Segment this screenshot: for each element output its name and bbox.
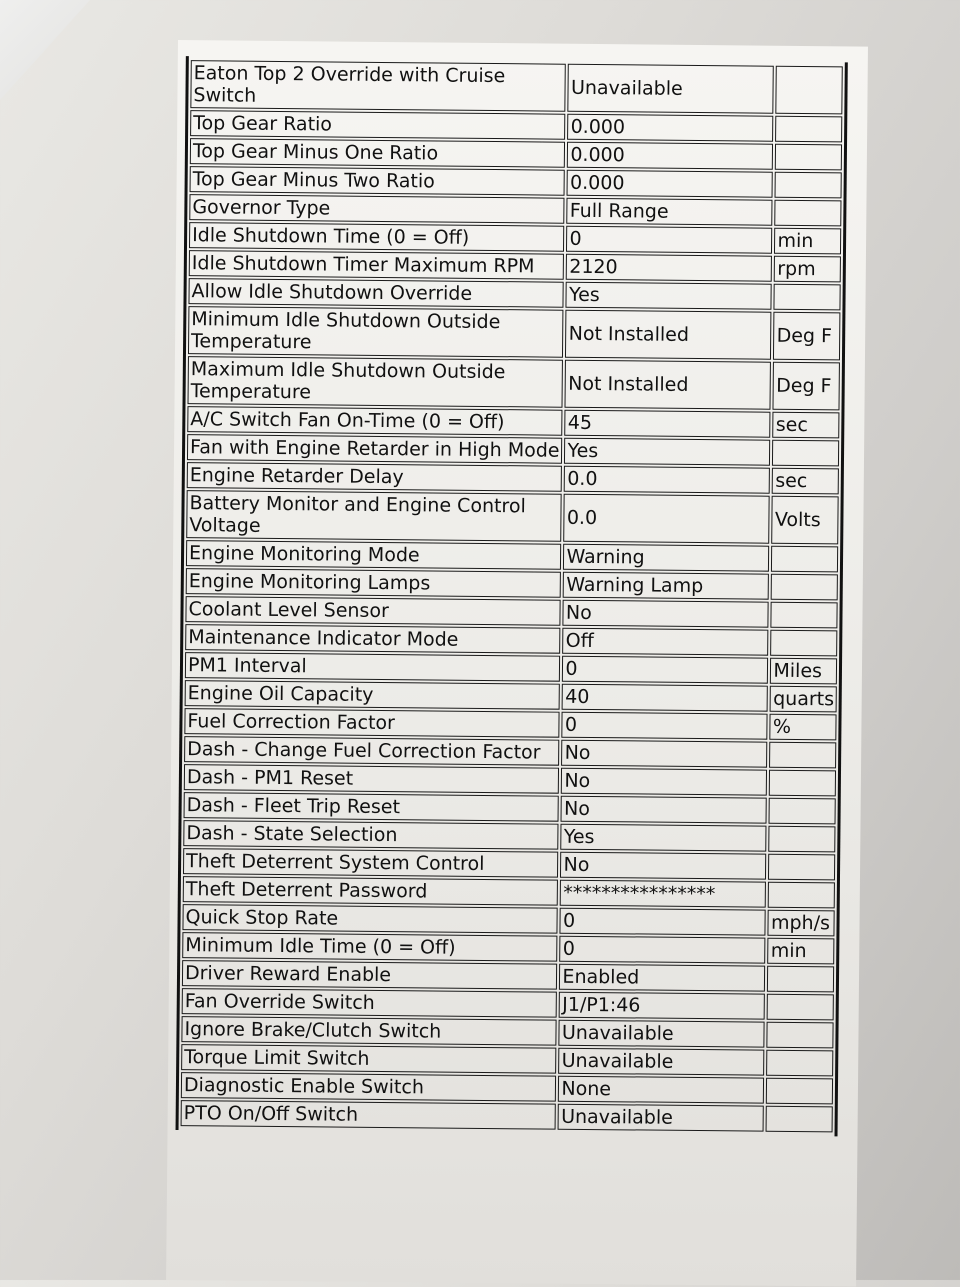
parameter-name: Driver Reward Enable: [182, 960, 558, 990]
parameter-value: 0.000: [567, 142, 773, 170]
table-row: [186, 540, 839, 572]
parameter-unit: min: [774, 228, 841, 255]
parameter-value: None: [558, 1076, 764, 1104]
table-row: [181, 1100, 834, 1132]
parameter-unit: [768, 854, 835, 881]
parameter-value: 0.0: [564, 494, 770, 544]
parameter-table-frame: [176, 56, 849, 1136]
table-row: [187, 406, 840, 438]
parameter-value: 0: [562, 656, 768, 684]
table-row: [184, 736, 837, 768]
parameter-name: Top Gear Minus Two Ratio: [190, 166, 566, 196]
parameter-value: Yes: [564, 438, 770, 466]
parameter-value: No: [561, 796, 767, 824]
parameter-value: No: [563, 600, 769, 628]
parameter-value: No: [560, 852, 766, 880]
parameter-name: Allow Idle Shutdown Override: [188, 278, 564, 308]
table-row: [187, 434, 840, 466]
table-row: [182, 960, 835, 992]
table-row: [183, 876, 836, 908]
parameter-name: Idle Shutdown Timer Maximum RPM: [189, 250, 565, 280]
parameter-unit: [767, 1022, 834, 1049]
parameter-unit: [771, 630, 838, 657]
parameter-name: Eaton Top 2 Override with Cruise Switch: [190, 60, 566, 112]
parameter-unit: [774, 284, 841, 311]
parameter-value: Off: [563, 628, 769, 656]
table-row: [189, 222, 842, 254]
parameter-unit: [775, 144, 842, 171]
parameter-unit: [776, 116, 843, 143]
table-row: [190, 110, 843, 142]
parameter-unit: sec: [772, 468, 839, 495]
parameter-name: Torque Limit Switch: [181, 1044, 557, 1074]
parameter-unit: [769, 826, 836, 853]
parameter-name: Maximum Idle Shutdown Outside Temperature: [188, 356, 564, 408]
table-row: [186, 490, 839, 544]
parameter-name: PM1 Interval: [185, 652, 561, 682]
table-row: [190, 166, 843, 198]
table-row: [190, 60, 843, 114]
parameter-name: Dash - PM1 Reset: [184, 764, 560, 794]
parameter-name: Dash - Fleet Trip Reset: [184, 792, 560, 822]
table-row: [187, 462, 840, 494]
table-row: [182, 932, 835, 964]
parameter-unit: [769, 798, 836, 825]
parameter-value: 45: [565, 410, 771, 438]
parameter-unit: Volts: [772, 496, 839, 545]
printed-page: [166, 40, 868, 1287]
parameter-unit: [775, 200, 842, 227]
parameter-name: Engine Monitoring Mode: [186, 540, 562, 570]
table-row: [184, 792, 837, 824]
parameter-value: Unavailable: [568, 64, 774, 114]
parameter-name: PTO On/Off Switch: [181, 1100, 557, 1130]
parameter-value: Warning: [563, 544, 769, 572]
parameter-unit: Deg F: [773, 362, 840, 411]
parameter-name: Ignore Brake/Clutch Switch: [181, 1016, 557, 1046]
parameter-unit: Deg F: [773, 312, 840, 361]
parameter-value: 0.0: [564, 466, 770, 494]
parameter-value: 0.000: [568, 114, 774, 142]
parameter-value: No: [561, 768, 767, 796]
table-row: [183, 820, 836, 852]
parameter-unit: [769, 770, 836, 797]
parameter-value: 0: [566, 226, 772, 254]
table-row: [184, 708, 837, 740]
parameter-unit: [771, 546, 838, 573]
parameter-unit: sec: [773, 412, 840, 439]
parameter-value: 0: [560, 936, 766, 964]
parameter-value: 40: [562, 684, 768, 712]
parameter-name: Minimum Idle Time (0 = Off): [182, 932, 558, 962]
desk-surface: [0, 0, 90, 100]
parameter-unit: [776, 66, 843, 115]
table-row: [182, 988, 835, 1020]
parameter-name: Dash - State Selection: [183, 820, 559, 850]
parameter-name: Fuel Correction Factor: [184, 708, 560, 738]
parameter-unit: [767, 994, 834, 1021]
parameter-value: J1/P1:46: [559, 992, 765, 1020]
table-row: [184, 764, 837, 796]
parameter-value: Yes: [561, 824, 767, 852]
parameter-unit: mph/s: [768, 910, 835, 937]
table-row: [181, 1016, 834, 1048]
parameter-table-body: [181, 60, 844, 1132]
parameter-name: Governor Type: [189, 194, 565, 224]
parameter-name: Fan Override Switch: [182, 988, 558, 1018]
parameter-unit: [771, 602, 838, 629]
parameter-name: Engine Monitoring Lamps: [186, 568, 562, 598]
parameter-unit: [766, 1106, 833, 1133]
parameter-name: Top Gear Ratio: [190, 110, 566, 140]
parameter-name: Battery Monitor and Engine Control Voltage: [186, 490, 562, 542]
parameter-unit: %: [770, 714, 837, 741]
parameter-unit: [767, 1050, 834, 1077]
parameter-name: Fan with Engine Retarder in High Mode: [187, 434, 563, 464]
parameter-name: Top Gear Minus One Ratio: [190, 138, 566, 168]
parameter-value: Enabled: [559, 964, 765, 992]
table-row: [189, 194, 842, 226]
parameter-value: 0: [562, 712, 768, 740]
parameter-value: 2120: [566, 254, 772, 282]
parameter-name: Theft Deterrent Password: [183, 876, 559, 906]
table-row: [183, 848, 836, 880]
parameter-name: Coolant Level Sensor: [185, 596, 561, 626]
parameter-name: Idle Shutdown Time (0 = Off): [189, 222, 565, 252]
parameter-unit: quarts: [770, 686, 837, 713]
parameter-name: Minimum Idle Shutdown Outside Temperature: [188, 306, 564, 358]
parameter-value: Not Installed: [565, 360, 771, 410]
table-row: [181, 1072, 834, 1104]
parameter-value: 0: [560, 908, 766, 936]
parameter-table: [179, 58, 846, 1134]
parameter-name: Maintenance Indicator Mode: [185, 624, 561, 654]
parameter-value: Warning Lamp: [563, 572, 769, 600]
parameter-unit: [772, 440, 839, 467]
table-row: [185, 652, 838, 684]
parameter-value: 0.000: [567, 170, 773, 198]
parameter-value: Unavailable: [559, 1020, 765, 1048]
parameter-value: Not Installed: [565, 310, 771, 360]
parameter-name: Engine Retarder Delay: [187, 462, 563, 492]
parameter-value: Unavailable: [559, 1048, 765, 1076]
parameter-unit: [766, 1078, 833, 1105]
table-row: [186, 568, 839, 600]
parameter-name: Theft Deterrent System Control: [183, 848, 559, 878]
table-row: [188, 278, 841, 310]
parameter-value: ****************: [560, 880, 766, 908]
parameter-value: Full Range: [567, 198, 773, 226]
parameter-unit: [770, 742, 837, 769]
parameter-unit: min: [768, 938, 835, 965]
parameter-name: Diagnostic Enable Switch: [181, 1072, 557, 1102]
parameter-name: A/C Switch Fan On-Time (0 = Off): [187, 406, 563, 436]
parameter-value: Yes: [566, 282, 772, 310]
parameter-unit: [768, 882, 835, 909]
table-row: [188, 306, 841, 360]
parameter-name: Quick Stop Rate: [182, 904, 558, 934]
table-row: [185, 596, 838, 628]
table-row: [182, 904, 835, 936]
table-row: [181, 1044, 834, 1076]
parameter-unit: [775, 172, 842, 199]
table-row: [189, 250, 842, 282]
parameter-unit: [771, 574, 838, 601]
table-row: [188, 356, 841, 410]
parameter-unit: Miles: [770, 658, 837, 685]
parameter-name: Dash - Change Fuel Correction Factor: [184, 736, 560, 766]
table-row: [185, 624, 838, 656]
parameter-unit: [767, 966, 834, 993]
parameter-name: Engine Oil Capacity: [185, 680, 561, 710]
table-row: [185, 680, 838, 712]
parameter-unit: rpm: [774, 256, 841, 283]
parameter-value: Unavailable: [558, 1104, 764, 1132]
parameter-value: No: [562, 740, 768, 768]
table-row: [190, 138, 843, 170]
